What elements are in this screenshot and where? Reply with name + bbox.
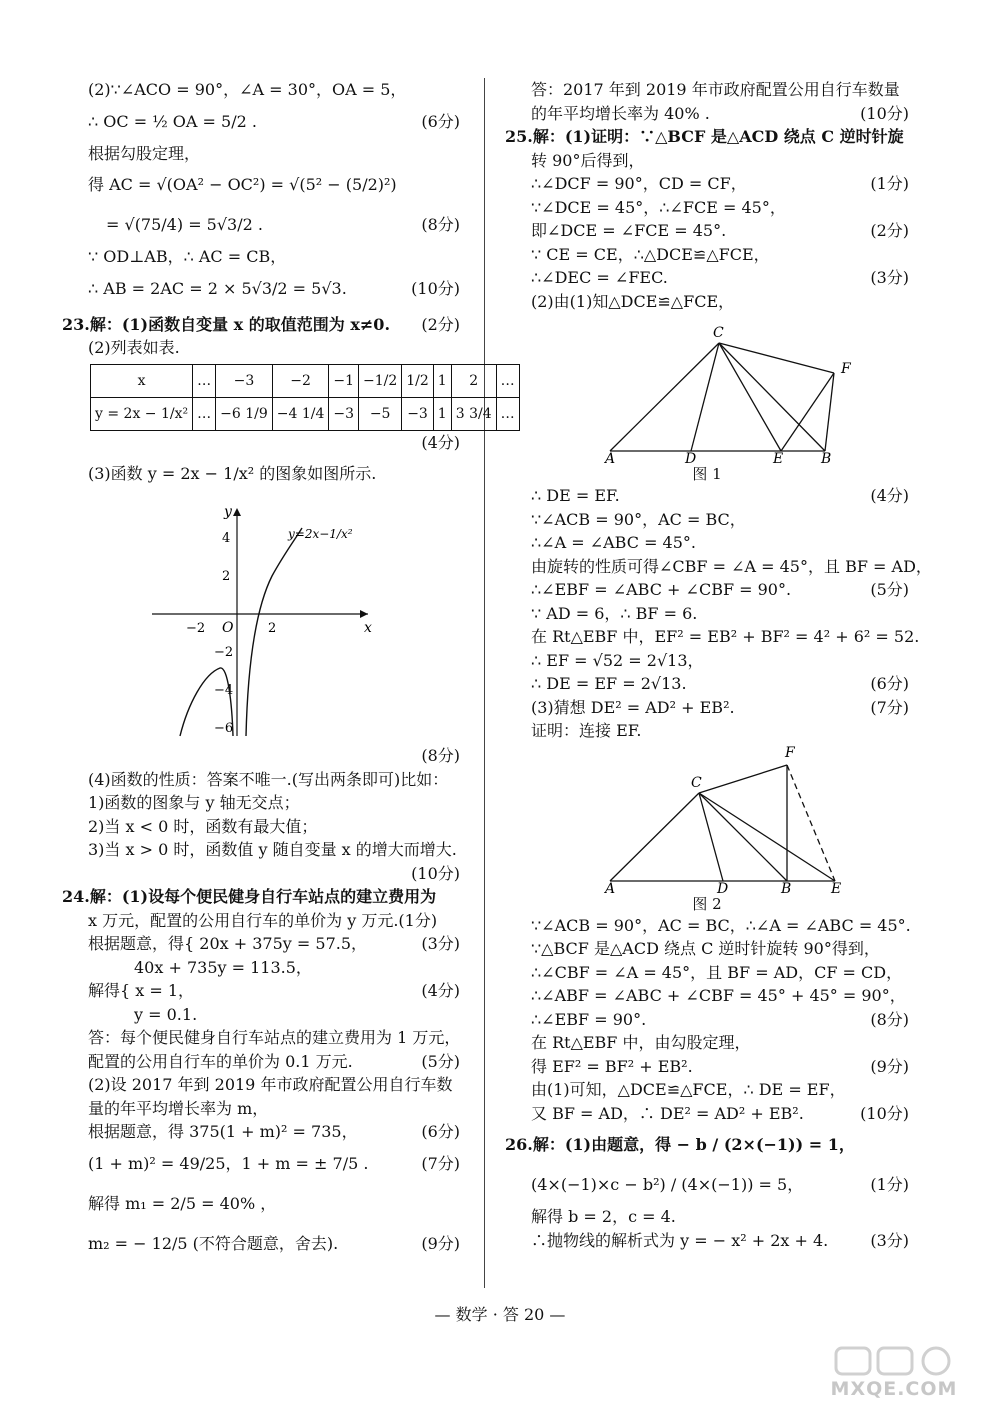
solution-line: (3)函数 y = 2x − 1/x² 的图象如图所示. — [88, 464, 377, 483]
solution-line: (3)猜想 DE² = AD² + EB². (7分) — [531, 697, 909, 717]
table-cell: … — [193, 364, 216, 397]
solution-line: 根据题意，得 375(1 + m)² = 735， (6分) — [88, 1122, 460, 1141]
point-label: B — [781, 880, 792, 893]
point-label: A — [605, 451, 616, 463]
solution-line: 由旋转的性质可得∠CBF = ∠A = 45°，且 BF = AD， — [531, 556, 932, 576]
solution-line: 的年平均增长率为 40% . (10分) — [531, 103, 909, 123]
table-cell: −2 — [272, 364, 329, 397]
segment-ac — [610, 343, 719, 451]
point-label: F — [841, 361, 851, 377]
point-label: D — [717, 880, 729, 893]
question-heading: 23.解：(1)函数自变量 x 的取值范围为 x≠0. (2分) — [62, 314, 460, 334]
solution-line: ∴ OC = ½ OA = 5/2 . (6分) — [88, 111, 460, 131]
table-row — [91, 364, 520, 397]
table-cell: y = 2x − 1/x² — [91, 397, 193, 430]
table-cell: 2 — [451, 364, 496, 397]
y-tick-label: 2 — [222, 569, 231, 584]
left-column — [62, 78, 515, 1264]
table-cell: x — [91, 364, 193, 397]
table-cell: −3 — [329, 397, 359, 430]
solution-line: (2)列表如表. — [88, 338, 180, 357]
solution-line: 40x + 735y = 113.5， — [134, 957, 312, 977]
question-heading: 26.解：(1)由题意，得 − b / (2×(−1)) = 1， — [505, 1135, 855, 1154]
solution-line: ∴ DE = EF. (4分) — [531, 486, 909, 505]
x-axis-arrow — [360, 610, 368, 618]
x-tick-label: 2 — [268, 621, 277, 636]
solution-line: (10分) — [411, 863, 460, 883]
solution-line: ∵ CE = CE，∴△DCE≌△FCE， — [531, 244, 770, 264]
solution-line: 又 BF = AD，∴ DE² = AD² + EB². (10分) — [531, 1103, 909, 1123]
q24-solution — [62, 885, 460, 1264]
solution-line: ∵ AD = 6，∴ BF = 6. — [531, 603, 698, 623]
table-cell: −1/2 — [359, 364, 402, 397]
solution-line: ∴∠DCF = 90°，CD = CF， (1分) — [531, 174, 909, 193]
column-divider — [484, 78, 485, 1288]
origin-label: O — [222, 620, 234, 636]
solution-line: y = 0.1. — [134, 1004, 198, 1024]
segment-cf — [719, 343, 834, 373]
table-cell: −3 — [216, 364, 273, 397]
solution-line: 转 90°后得到， — [531, 150, 645, 170]
table-row — [91, 397, 520, 430]
right-column — [505, 78, 932, 1252]
solution-line: ∴∠DEC = ∠FEC. (3分) — [531, 268, 909, 287]
table-cell: … — [496, 397, 519, 430]
solution-line: ∴∠EBF = 90°. (8分) — [531, 1009, 909, 1029]
solution-line: (2)设 2017 年到 2019 年市政府配置公用自行车数 — [88, 1075, 453, 1094]
solution-line: 得 AC = √(OA² − OC²) = √(5² − (5/2)²) — [88, 175, 397, 194]
solution-line: 即∠DCE = ∠FCE = 45°. (2分) — [531, 221, 909, 240]
table-cell: −3 — [402, 397, 434, 430]
solution-line: ∵△BCF 是△ACD 绕点 C 逆时针旋转 90°得到， — [531, 939, 880, 958]
table-cell: 1 — [433, 397, 451, 430]
solution-line: ∴∠CBF = ∠A = 45°，且 BF = AD，CF = CD， — [531, 962, 903, 982]
solution-line: ∵ OD⊥AB，∴ AC = CB， — [88, 247, 287, 266]
y-axis-label: y — [224, 504, 232, 520]
point-label: A — [605, 880, 616, 893]
q26-solution — [505, 1125, 909, 1252]
solution-line: 得 EF² = BF² + EB². (9分) — [531, 1056, 909, 1076]
y-tick-label: −4 — [214, 683, 234, 698]
solution-line: 由(1)可知，△DCE≌△FCE，∴ DE = EF， — [531, 1080, 846, 1099]
solution-line: ∴∠ABF = ∠ABC + ∠CBF = 45° + 45° = 90°， — [531, 986, 906, 1005]
segment-ac — [610, 793, 699, 881]
solution-line: ∵∠DCE = 45°，∴∠FCE = 45°， — [531, 197, 786, 217]
table-cell: 3 3/4 — [451, 397, 496, 430]
solution-line: 答：每个便民健身自行车站点的建立费用为 1 万元， — [88, 1028, 461, 1047]
solution-line: (2)∵∠ACO = 90°，∠A = 30°，OA = 5， — [88, 80, 407, 99]
solution-line: 解得 b = 2，c = 4. — [531, 1207, 676, 1226]
solution-line: 2)当 x < 0 时，函数有最大值； — [88, 816, 318, 836]
solution-line: 证明：连接 EF. — [531, 721, 642, 740]
solution-line: 根据勾股定理， — [88, 143, 201, 163]
x-axis-label: x — [364, 620, 372, 636]
segment-cd — [691, 343, 719, 451]
solution-line: (4×(−1)×c − b²) / (4×(−1)) = 5， (1分) — [531, 1175, 909, 1194]
table-cell: 1/2 — [402, 364, 434, 397]
table-cell: −5 — [359, 397, 402, 430]
solution-line: = √(75/4) = 5√3/2 . (8分) — [106, 215, 460, 234]
curve-label: y=2x−1/x² — [288, 527, 353, 541]
solution-line: 根据题意，得{ 20x + 375y = 57.5， (3分) — [88, 934, 460, 953]
solution-line: ∴ EF = √52 = 2√13， — [531, 650, 704, 670]
watermark-text: MXQE.COM — [830, 1378, 958, 1400]
table-cell: … — [496, 364, 519, 397]
solution-line: ∴∠A = ∠ABC = 45°. — [531, 533, 696, 552]
solution-line: x 万元，配置的公用自行车的单价为 y 万元.(1分) — [88, 910, 438, 930]
function-graph — [62, 494, 460, 744]
table-cell: −4 1/4 — [272, 397, 329, 430]
point-label: C — [691, 774, 702, 791]
q22-solution — [62, 78, 460, 309]
watermark-logo — [806, 1344, 982, 1378]
y-tick-label: −2 — [214, 645, 234, 660]
table-cell: −1 — [329, 364, 359, 397]
solution-line: (4分) — [421, 432, 460, 452]
figure-2-caption: 图 2 — [692, 894, 722, 913]
x-tick-label: −2 — [186, 621, 206, 636]
solution-line: (1 + m)² = 49/25，1 + m = ± 7/5 . (7分) — [88, 1153, 460, 1173]
y-tick-label: −6 — [214, 721, 234, 736]
point-label: F — [785, 744, 795, 761]
solution-line: 解得 m₁ = 2/5 = 40% ， — [88, 1193, 277, 1213]
solution-line: ∴ AB = 2AC = 2 × 5√3/2 = 5√3. (10分) — [88, 278, 460, 298]
solution-line: 3)当 x > 0 时，函数值 y 随自变量 x 的增大而增大. — [88, 840, 457, 859]
q25-solution — [505, 125, 932, 1125]
solution-line: 1)函数的图象与 y 轴无交点； — [88, 793, 300, 812]
solution-line: ∴∠EBF = ∠ABC + ∠CBF = 90°. (5分) — [531, 580, 909, 599]
table-cell: … — [193, 397, 216, 430]
solution-line: 在 Rt△EBF 中，EF² = EB² + BF² = 4² + 6² = 52. — [531, 627, 920, 646]
table-cell: −6 1/9 — [216, 397, 273, 430]
solution-line: (4)函数的性质：答案不唯一.(写出两条即可)比如： — [88, 769, 449, 789]
solution-line: ∴ DE = EF = 2√13. (6分) — [531, 674, 909, 693]
solution-line: ∴抛物线的解析式为 y = − x² + 2x + 4. (3分) — [531, 1230, 909, 1250]
site-watermark — [806, 1344, 982, 1400]
y-axis-arrow — [233, 508, 241, 516]
solution-line: (8分) — [421, 746, 460, 765]
table-cell: 1 — [433, 364, 451, 397]
segment-cb — [699, 793, 787, 881]
figure-1 — [505, 313, 909, 463]
point-label: B — [821, 451, 832, 463]
segment-cf — [699, 765, 787, 793]
solution-line: 解得{ x = 1， (4分) — [88, 981, 460, 1000]
solution-line: m₂ = − 12/5 (不符合题意，舍去). (9分) — [88, 1233, 460, 1253]
question-heading: 24.解：(1)设每个便民健身自行车站点的建立费用为 — [62, 887, 437, 906]
point-label: C — [713, 325, 724, 341]
page-footer: — 数学 · 答 20 — — [434, 1305, 566, 1324]
point-label: D — [685, 451, 697, 463]
solution-line: 配置的公用自行车的单价为 0.1 万元. (5分) — [88, 1051, 460, 1071]
solution-line: 在 Rt△EBF 中，由勾股定理， — [531, 1033, 751, 1052]
solution-line: 答：2017 年到 2019 年市政府配置公用自行车数量 — [531, 80, 900, 99]
y-tick-label: 4 — [222, 531, 231, 546]
point-label: E — [831, 880, 842, 893]
q23-solution — [62, 313, 515, 886]
solution-line: ∵∠ACB = 90°，AC = BC，∴∠A = ∠ABC = 45°. — [531, 915, 911, 935]
dashed-segment-fe — [787, 765, 835, 881]
question-heading: 25.解：(1)证明：∵△BCF 是△ACD 绕点 C 逆时针旋 — [505, 127, 904, 146]
solution-line: (2)由(1)知△DCE≌△FCE， — [531, 291, 735, 311]
value-table — [90, 364, 520, 431]
point-label: E — [773, 451, 784, 463]
solution-line: 量的年平均增长率为 m， — [88, 1098, 269, 1118]
figure-2 — [505, 743, 909, 893]
figure-1-caption: 图 1 — [692, 465, 722, 483]
solution-line: ∵∠ACB = 90°，AC = BC， — [531, 509, 746, 529]
